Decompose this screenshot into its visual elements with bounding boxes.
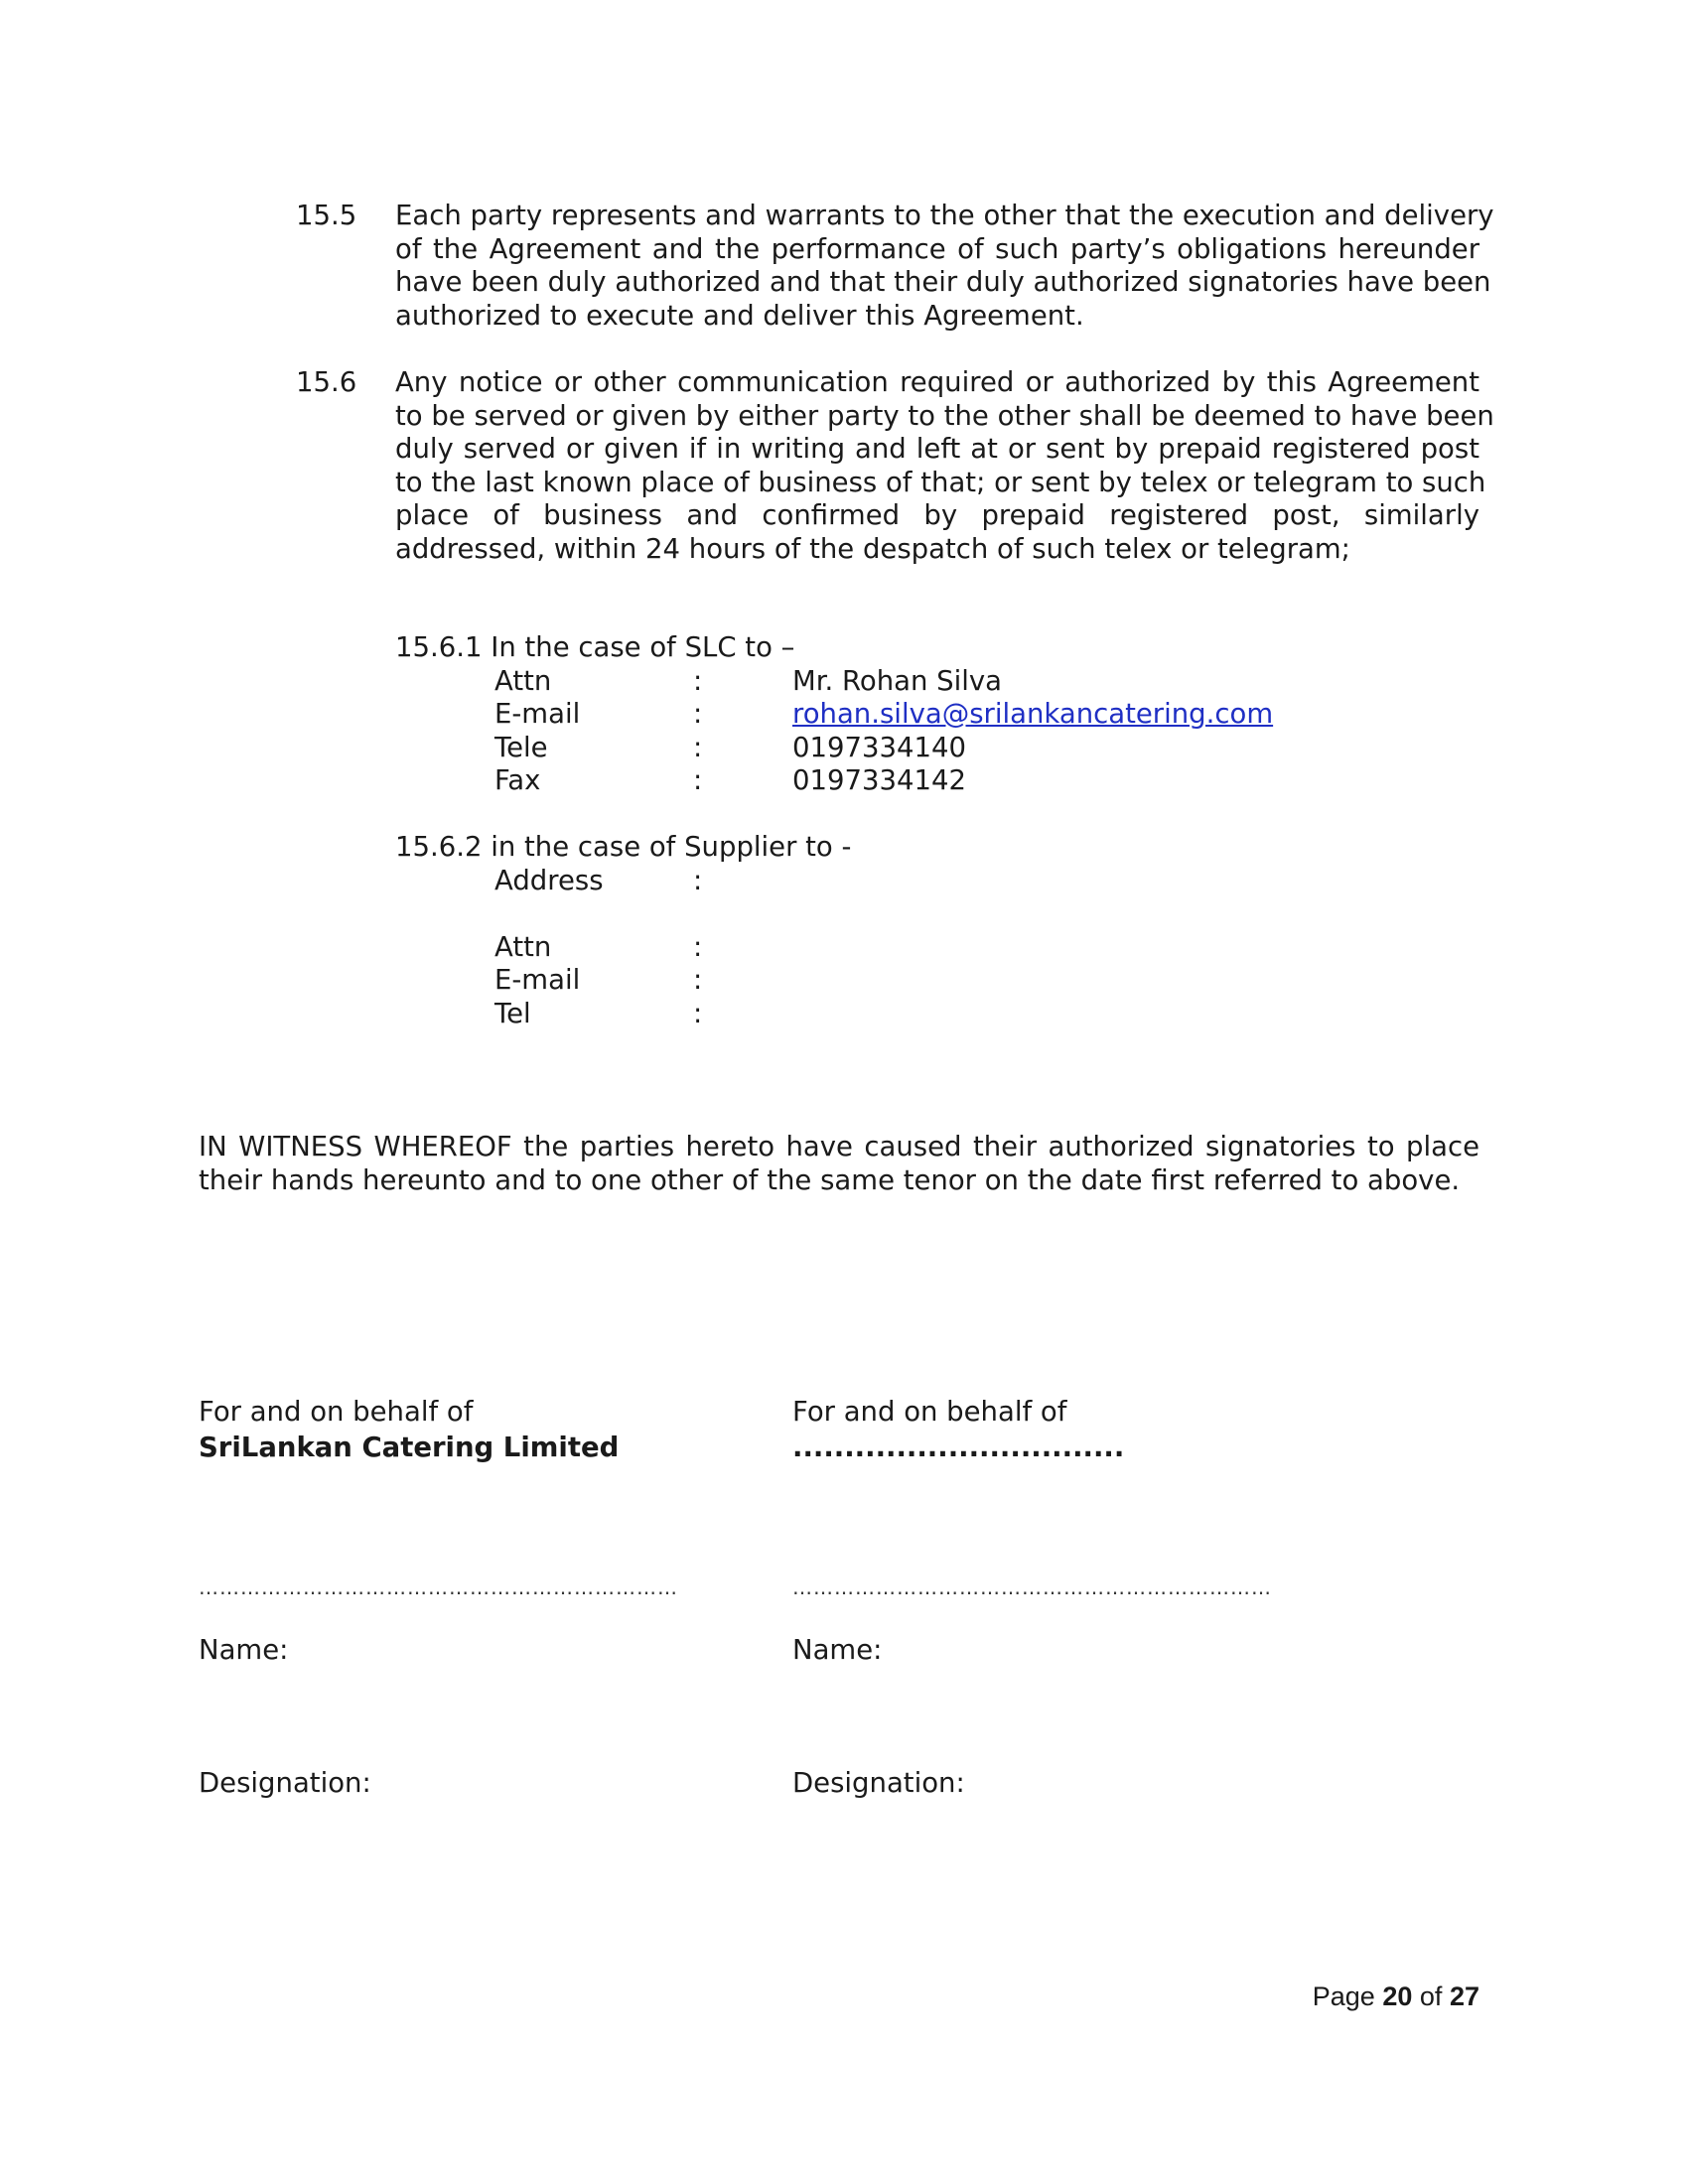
page-number: [1313, 1981, 1479, 2012]
clause-number-15-5: 15.5: [296, 200, 357, 231]
clause-line: duly served or given if in writing and left at or sent by prepaid registered post: [395, 433, 1479, 465]
clause-line: Each party represents and warrants to the other that the execution and delivery: [395, 200, 1494, 231]
page-current: 20: [1382, 1981, 1413, 2011]
clause-15-6-text: [395, 366, 1494, 566]
slc-attn-value: Mr. Rohan Silva: [792, 665, 1003, 697]
clause-number-15-6: 15.6: [296, 366, 357, 398]
slc-contact-heading: 15.6.1 In the case of SLC to –: [395, 631, 795, 663]
clause-line: Any notice or other communication required or authorized by this Agreement: [395, 366, 1479, 398]
right-party-placeholder: ................................: [792, 1432, 1125, 1463]
clause-15-5-text: [395, 200, 1494, 333]
supplier-address-sep: :: [693, 865, 703, 896]
slc-email-sep: :: [693, 698, 703, 730]
slc-fax-sep: :: [693, 764, 703, 796]
clause-line: have been duly authorized and that their duly authorized signatories have been: [395, 266, 1491, 298]
supplier-email-label: E-mail: [494, 964, 581, 996]
slc-fax-value: 0197334142: [792, 764, 966, 796]
witness-line: their hands hereunto and to one other of the same tenor on the date first referred to above.: [199, 1163, 1461, 1196]
clause-line: addressed, within 24 hours of the despatch of such telex or telegram;: [395, 532, 1350, 565]
clause-line: of the Agreement and the performance of such party’s obligations hereunder: [395, 232, 1479, 265]
right-signature-line: ……………………………………………………………: [792, 1575, 1272, 1599]
left-name-label: Name:: [199, 1634, 289, 1666]
clause-line: to be served or given by either party to the other shall be deemed to have been: [395, 399, 1494, 432]
right-behalf-label: For and on behalf of: [792, 1396, 1067, 1428]
supplier-address-label: Address: [494, 865, 604, 896]
witness-line: IN WITNESS WHEREOF the parties hereto have caused their authorized signatories to place: [199, 1131, 1479, 1162]
page-of-word: of: [1419, 1981, 1443, 2011]
right-name-label: Name:: [792, 1634, 883, 1666]
slc-attn-label: Attn: [494, 665, 552, 697]
left-party-name: SriLankan Catering Limited: [199, 1432, 620, 1463]
left-behalf-label: For and on behalf of: [199, 1396, 474, 1428]
page-total: 27: [1449, 1981, 1479, 2011]
supplier-tel-sep: :: [693, 998, 703, 1029]
supplier-attn-sep: :: [693, 931, 703, 963]
left-designation-label: Designation:: [199, 1767, 371, 1799]
slc-email-link[interactable]: rohan.silva@srilankancatering.com: [792, 698, 1274, 730]
slc-fax-label: Fax: [494, 764, 541, 796]
clause-line: authorized to execute and deliver this Agreement.: [395, 299, 1084, 332]
supplier-tel-label: Tel: [494, 998, 531, 1029]
supplier-email-sep: :: [693, 964, 703, 996]
page-word: Page: [1312, 1981, 1375, 2011]
slc-tele-value: 0197334140: [792, 732, 966, 763]
slc-tele-sep: :: [693, 732, 703, 763]
clause-line: place of business and confirmed by prepaid registered post, similarly: [395, 499, 1479, 531]
slc-tele-label: Tele: [494, 732, 548, 763]
left-signature-line: ……………………………………………………………: [199, 1575, 678, 1599]
slc-email-label: E-mail: [494, 698, 581, 730]
right-designation-label: Designation:: [792, 1767, 965, 1799]
witness-clause: [199, 1131, 1479, 1197]
supplier-attn-label: Attn: [494, 931, 552, 963]
slc-attn-sep: :: [693, 665, 703, 697]
supplier-contact-heading: 15.6.2 in the case of Supplier to -: [395, 831, 852, 863]
clause-line: to the last known place of business of that; or sent by telex or telegram to such: [395, 466, 1486, 498]
